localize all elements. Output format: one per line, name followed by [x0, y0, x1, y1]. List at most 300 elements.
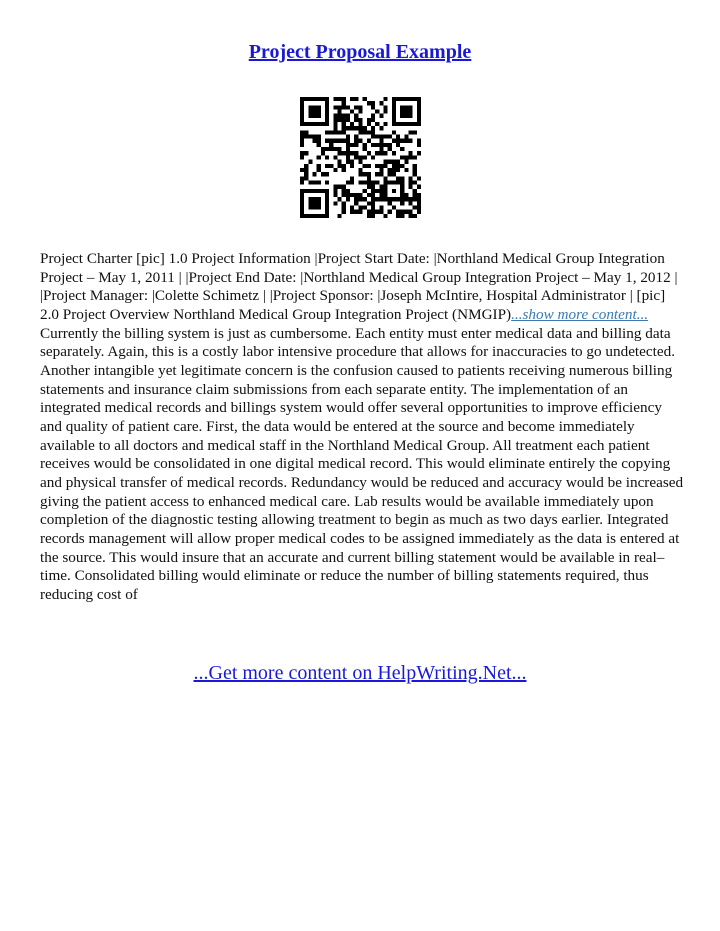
get-more-content-link[interactable]: ...Get more content on HelpWriting.Net...	[193, 662, 527, 684]
qr-module	[392, 180, 396, 184]
qr-module	[300, 189, 304, 193]
qr-module	[417, 210, 421, 214]
qr-module	[317, 122, 321, 126]
qr-module	[383, 110, 387, 114]
qr-module	[346, 189, 350, 193]
qr-module	[346, 143, 350, 147]
qr-module	[321, 172, 325, 176]
qr-module	[408, 214, 412, 218]
qr-module	[354, 105, 358, 109]
qr-module	[383, 180, 387, 184]
qr-module	[379, 185, 383, 189]
qr-module	[300, 201, 304, 205]
qr-module	[308, 135, 312, 139]
qr-module	[304, 176, 308, 180]
qr-module	[404, 197, 408, 201]
qr-module	[417, 139, 421, 143]
qr-module	[300, 193, 304, 197]
qr-module	[396, 97, 400, 101]
qr-module	[367, 101, 371, 105]
qr-module	[413, 122, 417, 126]
qr-module	[304, 130, 308, 134]
qr-module	[379, 126, 383, 130]
qr-module	[371, 201, 375, 205]
qr-module	[358, 197, 362, 201]
qr-module	[392, 101, 396, 105]
qr-module	[317, 189, 321, 193]
qr-module	[413, 197, 417, 201]
qr-module	[367, 180, 371, 184]
qr-module	[375, 189, 379, 193]
qr-module	[388, 143, 392, 147]
qr-module	[396, 214, 400, 218]
qr-module	[371, 155, 375, 159]
qr-module	[404, 110, 408, 114]
qr-module	[308, 214, 312, 218]
qr-module	[396, 143, 400, 147]
qr-module	[371, 189, 375, 193]
qr-module	[354, 155, 358, 159]
qr-module	[354, 135, 358, 139]
qr-module	[400, 139, 404, 143]
qr-module	[333, 185, 337, 189]
qr-module	[363, 143, 367, 147]
qr-module	[342, 168, 346, 172]
qr-module	[300, 97, 304, 101]
qr-module	[363, 147, 367, 151]
qr-module	[317, 197, 321, 201]
qr-module	[342, 205, 346, 209]
qr-module	[363, 126, 367, 130]
qr-module	[338, 164, 342, 168]
qr-module	[313, 105, 317, 109]
qr-module	[363, 130, 367, 134]
qr-module	[342, 189, 346, 193]
qr-module	[358, 160, 362, 164]
qr-module	[404, 139, 408, 143]
qr-module	[342, 151, 346, 155]
qr-module	[338, 97, 342, 101]
qr-module	[367, 210, 371, 214]
qr-module	[371, 126, 375, 130]
qr-module	[304, 151, 308, 155]
qr-module	[346, 180, 350, 184]
qr-module	[358, 180, 362, 184]
qr-module	[300, 135, 304, 139]
qr-module	[383, 197, 387, 201]
qr-module	[354, 97, 358, 101]
qr-module	[408, 201, 412, 205]
qr-module	[379, 135, 383, 139]
qr-module	[379, 168, 383, 172]
qr-module	[375, 197, 379, 201]
qr-module	[346, 139, 350, 143]
qr-module	[308, 201, 312, 205]
qr-module	[392, 172, 396, 176]
qr-module	[321, 122, 325, 126]
qr-module	[338, 139, 342, 143]
qr-module	[317, 205, 321, 209]
qr-module	[317, 114, 321, 118]
qr-module	[308, 122, 312, 126]
qr-module	[350, 151, 354, 155]
qr-module	[317, 168, 321, 172]
qr-code-icon	[300, 97, 421, 218]
qr-module	[354, 151, 358, 155]
qr-module	[404, 168, 408, 172]
qr-module	[325, 118, 329, 122]
qr-module	[367, 164, 371, 168]
qr-module	[308, 105, 312, 109]
qr-module	[371, 114, 375, 118]
qr-module	[325, 147, 329, 151]
qr-module	[350, 97, 354, 101]
qr-module	[313, 122, 317, 126]
qr-module	[342, 118, 346, 122]
qr-module	[338, 105, 342, 109]
qr-module	[308, 205, 312, 209]
qr-module	[342, 139, 346, 143]
qr-module	[342, 185, 346, 189]
qr-module	[333, 168, 337, 172]
qr-module	[304, 164, 308, 168]
qr-module	[354, 201, 358, 205]
qr-module	[408, 185, 412, 189]
qr-module	[404, 193, 408, 197]
qr-module	[363, 172, 367, 176]
title-link[interactable]: Project Proposal Example	[248, 41, 472, 63]
qr-module	[346, 135, 350, 139]
qr-module	[388, 172, 392, 176]
qr-module	[417, 193, 421, 197]
qr-module	[388, 210, 392, 214]
qr-module	[400, 122, 404, 126]
qr-module	[358, 168, 362, 172]
qr-module	[417, 114, 421, 118]
qr-module	[317, 214, 321, 218]
qr-code	[300, 97, 421, 218]
qr-module	[342, 130, 346, 134]
qr-module	[404, 114, 408, 118]
qr-module	[367, 151, 371, 155]
qr-module	[342, 201, 346, 205]
qr-module	[392, 197, 396, 201]
qr-module	[304, 214, 308, 218]
qr-module	[338, 147, 342, 151]
qr-module	[354, 193, 358, 197]
qr-module	[358, 205, 362, 209]
qr-module	[392, 122, 396, 126]
qr-module	[413, 180, 417, 184]
qr-module	[408, 97, 412, 101]
qr-module	[383, 97, 387, 101]
qr-module	[333, 122, 337, 126]
qr-module	[317, 97, 321, 101]
qr-module	[396, 168, 400, 172]
qr-module	[317, 164, 321, 168]
qr-module	[417, 151, 421, 155]
qr-module	[358, 172, 362, 176]
qr-module	[375, 135, 379, 139]
qr-module	[358, 110, 362, 114]
qr-module	[417, 197, 421, 201]
qr-module	[371, 214, 375, 218]
qr-module	[408, 105, 412, 109]
qr-module	[408, 210, 412, 214]
qr-module	[346, 114, 350, 118]
qr-module	[379, 139, 383, 143]
qr-module	[354, 143, 358, 147]
qr-module	[317, 110, 321, 114]
qr-module	[375, 122, 379, 126]
qr-module	[358, 105, 362, 109]
qr-module	[350, 176, 354, 180]
intro-text: Project Charter [pic] 1.0 Project Information |Project Start Date: |Northland Medical Group Integration Project – May 1, 2011 | |Project End Date: |Northland Medical Group Integration Project – May 1, 2012 | |Project Manager: |Colette Schimetz | |Project Sponsor: |Joseph McIntire, Hospital Administrator | [pic] 2.0 Project Overview Northland Medical Group Integration Project (NMGIP)	[40, 250, 678, 323]
qr-module	[363, 180, 367, 184]
qr-module	[354, 197, 358, 201]
qr-module	[375, 210, 379, 214]
qr-module	[371, 193, 375, 197]
qr-module	[350, 143, 354, 147]
qr-module	[379, 210, 383, 214]
qr-module	[367, 201, 371, 205]
qr-module	[350, 210, 354, 214]
qr-module	[308, 180, 312, 184]
qr-module	[392, 114, 396, 118]
qr-module	[300, 214, 304, 218]
qr-module	[350, 205, 354, 209]
qr-module	[350, 110, 354, 114]
qr-module	[367, 172, 371, 176]
qr-module	[400, 189, 404, 193]
qr-module	[300, 143, 304, 147]
qr-module	[408, 197, 412, 201]
qr-module	[404, 97, 408, 101]
qr-module	[358, 139, 362, 143]
qr-module	[379, 193, 383, 197]
qr-module	[325, 197, 329, 201]
qr-module	[354, 139, 358, 143]
qr-module	[313, 139, 317, 143]
qr-module	[321, 97, 325, 101]
qr-module	[392, 205, 396, 209]
qr-module	[333, 139, 337, 143]
qr-module	[325, 122, 329, 126]
qr-module	[317, 105, 321, 109]
qr-module	[417, 105, 421, 109]
qr-module	[379, 114, 383, 118]
qr-module	[333, 97, 337, 101]
qr-module	[346, 160, 350, 164]
qr-module	[317, 180, 321, 184]
qr-module	[338, 214, 342, 218]
qr-module	[300, 110, 304, 114]
qr-module	[350, 193, 354, 197]
qr-module	[371, 197, 375, 201]
qr-module	[338, 160, 342, 164]
qr-module	[396, 160, 400, 164]
qr-module	[413, 130, 417, 134]
qr-module	[371, 143, 375, 147]
qr-module	[333, 130, 337, 134]
qr-module	[300, 139, 304, 143]
qr-module	[413, 189, 417, 193]
qr-module	[308, 160, 312, 164]
qr-module	[417, 176, 421, 180]
qr-module	[313, 97, 317, 101]
qr-module	[358, 122, 362, 126]
qr-module	[383, 189, 387, 193]
qr-module	[417, 118, 421, 122]
document-body	[40, 250, 684, 604]
qr-module	[325, 201, 329, 205]
qr-module	[383, 185, 387, 189]
qr-module	[392, 110, 396, 114]
qr-module	[338, 185, 342, 189]
qr-module	[333, 114, 337, 118]
qr-module	[404, 122, 408, 126]
qr-module	[379, 172, 383, 176]
qr-module	[300, 122, 304, 126]
qr-module	[313, 189, 317, 193]
qr-module	[333, 201, 337, 205]
qr-module	[317, 135, 321, 139]
qr-module	[321, 189, 325, 193]
qr-module	[308, 97, 312, 101]
qr-module	[321, 147, 325, 151]
qr-module	[300, 176, 304, 180]
qr-module	[396, 139, 400, 143]
qr-module	[329, 143, 333, 147]
qr-module	[400, 155, 404, 159]
qr-module	[321, 151, 325, 155]
qr-module	[313, 197, 317, 201]
qr-module	[367, 118, 371, 122]
qr-module	[363, 97, 367, 101]
qr-module	[346, 118, 350, 122]
qr-module	[354, 118, 358, 122]
qr-module	[325, 210, 329, 214]
qr-module	[400, 210, 404, 214]
qr-module	[338, 118, 342, 122]
qr-module	[363, 197, 367, 201]
qr-module	[404, 135, 408, 139]
qr-module	[413, 214, 417, 218]
qr-module	[325, 155, 329, 159]
qr-module	[342, 122, 346, 126]
qr-module	[313, 114, 317, 118]
qr-module	[367, 193, 371, 197]
qr-module	[417, 101, 421, 105]
qr-module	[375, 151, 379, 155]
qr-module	[342, 210, 346, 214]
qr-module	[313, 214, 317, 218]
qr-module	[417, 201, 421, 205]
qr-module	[358, 118, 362, 122]
qr-module	[363, 205, 367, 209]
qr-module	[325, 97, 329, 101]
qr-module	[371, 118, 375, 122]
qr-module	[379, 189, 383, 193]
qr-module	[367, 130, 371, 134]
qr-module	[413, 172, 417, 176]
qr-module	[342, 193, 346, 197]
qr-module	[338, 151, 342, 155]
qr-module	[346, 197, 350, 201]
qr-module	[408, 114, 412, 118]
qr-module	[400, 193, 404, 197]
qr-module	[371, 130, 375, 134]
qr-module	[363, 189, 367, 193]
qr-module	[333, 118, 337, 122]
qr-module	[300, 155, 304, 159]
qr-module	[396, 176, 400, 180]
qr-module	[413, 193, 417, 197]
qr-module	[325, 214, 329, 218]
qr-module	[383, 176, 387, 180]
show-more-link[interactable]: ...show more content...	[511, 305, 649, 323]
qr-module	[388, 160, 392, 164]
qr-module	[371, 101, 375, 105]
qr-module	[392, 164, 396, 168]
qr-module	[413, 164, 417, 168]
qr-module	[346, 155, 350, 159]
qr-module	[371, 185, 375, 189]
qr-module	[375, 172, 379, 176]
qr-module	[371, 105, 375, 109]
qr-module	[329, 139, 333, 143]
qr-module	[404, 210, 408, 214]
qr-module	[325, 101, 329, 105]
qr-module	[383, 143, 387, 147]
qr-module	[367, 176, 371, 180]
qr-module	[325, 172, 329, 176]
qr-module	[408, 130, 412, 134]
qr-module	[367, 122, 371, 126]
qr-module	[358, 193, 362, 197]
qr-module	[325, 130, 329, 134]
qr-module	[417, 110, 421, 114]
qr-module	[304, 168, 308, 172]
body-paragraph: Currently the billing system is just as cumbersome. Each entity must enter medical data and billing data separately. Again, this is a costly labor intensive procedure that allows for inaccuracies to go undetected. Another intangible yet legitimate concern is the confusion caused to patients receiving numerous billing statements and insurance claim submissions from each separate entity. The implementation of an integrated medical records and billings system would offer several opportunities to improve efficiency and quality of patient care. First, the data would be entered at the source and become immediately available to all doctors and medical staff in the Northland Medical Group. All treatment each patient receives would be consolidated in one digital medical record. This would eliminate entirely the copying and physical transfer of medical records. Redundancy would be reduced and accuracy would be increased giving the patient access to enhanced medical care. Lab results would be available immediately upon completion of the diagnostic testing allowing treatment to begin as much as two days earlier. Integrated records management will allow proper medical codes to be assigned immediately as the data is entered at the source. This would insure that an accurate and current billing statement would be available in real–time. Consolidated billing would eliminate or reduce the number of billing statements required, thus reducing cost of	[40, 324, 684, 603]
qr-module	[300, 210, 304, 214]
qr-module	[388, 201, 392, 205]
qr-module	[388, 168, 392, 172]
qr-module	[329, 164, 333, 168]
qr-module	[400, 110, 404, 114]
qr-module	[325, 205, 329, 209]
qr-module	[342, 101, 346, 105]
qr-module	[400, 214, 404, 218]
qr-module	[325, 105, 329, 109]
qr-module	[300, 151, 304, 155]
qr-module	[321, 214, 325, 218]
qr-module	[358, 210, 362, 214]
qr-module	[383, 164, 387, 168]
qr-module	[333, 105, 337, 109]
document-title	[0, 38, 720, 66]
qr-module	[392, 97, 396, 101]
qr-module	[367, 139, 371, 143]
qr-module	[396, 210, 400, 214]
qr-module	[338, 110, 342, 114]
qr-module	[304, 189, 308, 193]
qr-module	[383, 160, 387, 164]
qr-module	[413, 155, 417, 159]
qr-module	[333, 155, 337, 159]
qr-module	[358, 155, 362, 159]
qr-module	[400, 201, 404, 205]
